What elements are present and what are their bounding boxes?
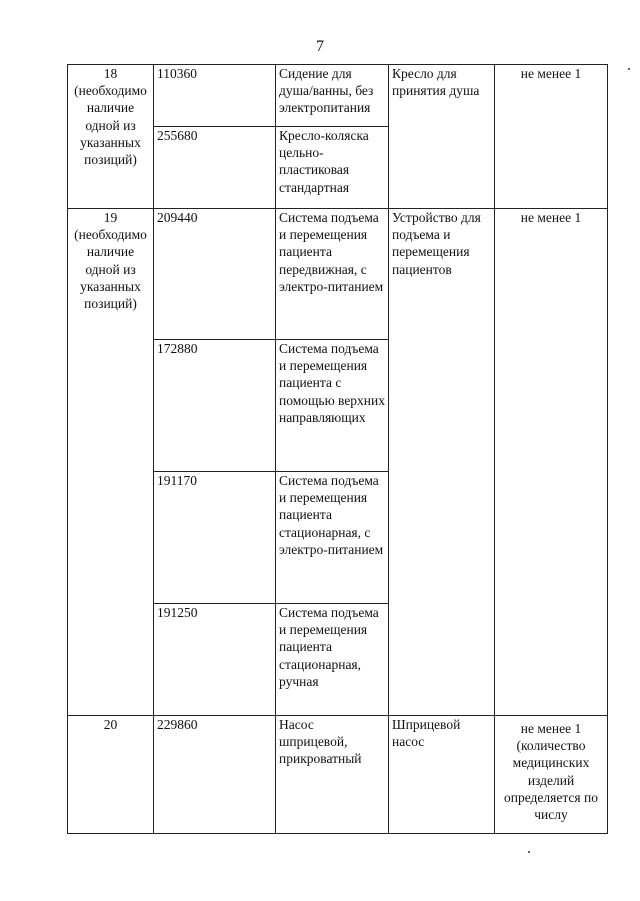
group-note: (необходимо наличие одной из указанных позиций) (74, 83, 147, 168)
item-code: 255680 (154, 127, 276, 209)
item-code: 229860 (154, 716, 276, 834)
group-number: 20 (68, 716, 154, 834)
table-row (68, 716, 608, 834)
item-name: Система подъема и перемещения пациента стационарная, ручная (276, 604, 389, 716)
item-code: 209440 (154, 209, 276, 340)
group-19-cell (68, 209, 154, 716)
item-name: Система подъема и перемещения пациента с помощью верхних направляющих (276, 340, 389, 472)
item-code: 191170 (154, 472, 276, 604)
device-type: Кресло для принятия душа (389, 65, 495, 209)
device-type: Шприцевой насос (389, 716, 495, 834)
item-code: 191250 (154, 604, 276, 716)
quantity: не менее 1 (495, 209, 608, 716)
quantity: не менее 1 (количество медицинских изделий определяется по числу (495, 716, 608, 834)
item-code: 172880 (154, 340, 276, 472)
table-row (68, 209, 608, 340)
group-note: (необходимо наличие одной из указанных позиций) (74, 227, 147, 312)
group-number: 18 (103, 66, 118, 81)
quantity: не менее 1 (495, 65, 608, 209)
item-code: 110360 (154, 65, 276, 127)
group-number: 19 (103, 210, 118, 225)
item-name: Кресло-коляска цельно-пластиковая стандартная (276, 127, 389, 209)
scan-mark (528, 851, 530, 853)
page-number: 7 (316, 38, 324, 55)
device-type: Устройство для подъема и перемещения пациентов (389, 209, 495, 716)
table-row (68, 65, 608, 127)
scan-mark (628, 68, 630, 70)
item-name: Система подъема и перемещения пациента передвижная, с электро-питанием (276, 209, 389, 340)
item-name: Сидение для душа/ванны, без электропитания (276, 65, 389, 127)
group-18-cell (68, 65, 154, 209)
item-name: Система подъема и перемещения пациента стационарная, с электро-питанием (276, 472, 389, 604)
item-name: Насос шприцевой, прикроватный (276, 716, 389, 834)
equipment-table (67, 64, 608, 834)
